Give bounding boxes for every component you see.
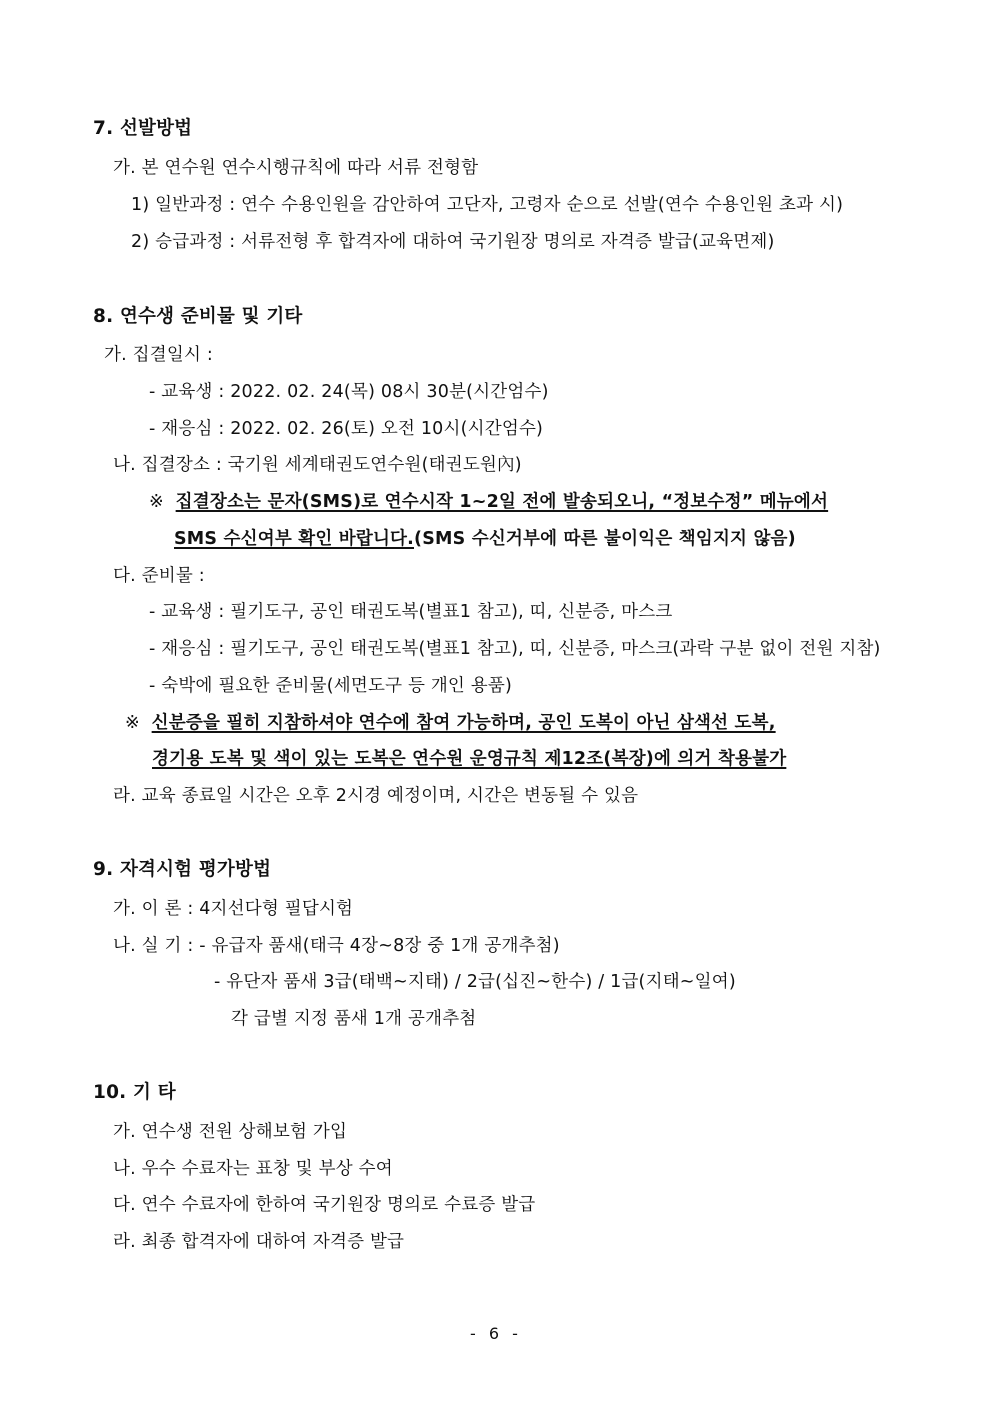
section-8-notice-3 xyxy=(125,711,776,735)
section-9-item-na3: 각 급별 지정 품새 1개 공개추첨 xyxy=(231,1009,477,1029)
section-10-item-ga: 가. 연수생 전원 상해보험 가입 xyxy=(113,1122,348,1142)
section-8-item-ga1: - 교육생 : 2022. 02. 24(목) 08시 30분(시간엄수) xyxy=(149,382,549,402)
section-7-title: 7. 선발방법 xyxy=(93,118,193,139)
section-7-item-a2: 2) 승급과정 : 서류전형 후 합격자에 대하여 국기원장 명의로 자격증 발급(교육면제) xyxy=(131,232,775,252)
notice-text: 집결장소는 문자(SMS)로 연수시작 1~2일 전에 발송되오니, “정보수정” 메뉴에서 xyxy=(175,492,829,512)
section-8-item-da2: - 재응심 : 필기도구, 공인 태권도복(별표1 참고), 띠, 신분증, 마스크(과락 구분 없이 전원 지참) xyxy=(149,639,881,659)
reference-mark: ※ xyxy=(125,713,140,733)
section-8-item-ga: 가. 집결일시 : xyxy=(104,345,213,365)
section-7-item-a: 가. 본 연수원 연수시행규칙에 따라 서류 전형함 xyxy=(113,158,479,178)
section-8-item-da: 다. 준비물 : xyxy=(113,566,205,586)
section-8-notice-1 xyxy=(149,490,828,514)
section-10-item-ra: 라. 최종 합격자에 대하여 자격증 발급 xyxy=(113,1232,405,1252)
notice-text: 신분증을 필히 지참하셔야 연수에 참여 가능하며, 공인 도복이 아닌 삼색선 도복, xyxy=(151,713,776,733)
notice-text: SMS 수신여부 확인 바랍니다. xyxy=(174,529,414,549)
reference-mark: ※ xyxy=(149,492,164,512)
section-8-item-ga2: - 재응심 : 2022. 02. 26(토) 오전 10시(시간엄수) xyxy=(149,419,544,439)
section-8-item-na: 나. 집결장소 : 국기원 세계태권도연수원(태권도원內) xyxy=(113,455,522,475)
section-9-item-na: 나. 실 기 : - 유급자 품새(태극 4장~8장 중 1개 공개추첨) xyxy=(113,936,560,956)
section-10-item-na: 나. 우수 수료자는 표창 및 부상 수여 xyxy=(113,1159,393,1179)
section-9-item-na2: - 유단자 품새 3급(태백~지태) / 2급(십진~한수) / 1급(지태~일여) xyxy=(214,972,736,992)
section-8-notice-4: 경기용 도복 및 색이 있는 도복은 연수원 운영규칙 제12조(복장)에 의거 착용불가 xyxy=(152,749,787,769)
page-number: - 6 - xyxy=(470,1324,522,1343)
section-10-item-da: 다. 연수 수료자에 한하여 국기원장 명의로 수료증 발급 xyxy=(113,1195,536,1215)
section-9-item-ga: 가. 이 론 : 4지선다형 필답시험 xyxy=(113,899,354,919)
section-8-item-da3: - 숙박에 필요한 준비물(세면도구 등 개인 용품) xyxy=(149,676,513,696)
section-10-title: 10. 기 타 xyxy=(93,1082,176,1103)
section-8-item-ra: 라. 교육 종료일 시간은 오후 2시경 예정이며, 시간은 변동될 수 있음 xyxy=(113,786,639,806)
section-8-title: 8. 연수생 준비물 및 기타 xyxy=(93,306,303,327)
section-9-title: 9. 자격시험 평가방법 xyxy=(93,859,272,880)
notice-text-suffix: (SMS 수신거부에 따른 불이익은 책임지지 않음) xyxy=(414,529,796,549)
section-8-item-da1: - 교육생 : 필기도구, 공인 태권도복(별표1 참고), 띠, 신분증, 마스크 xyxy=(149,602,673,622)
section-8-notice-2 xyxy=(174,527,796,551)
section-7-item-a1: 1) 일반과정 : 연수 수용인원을 감안하여 고단자, 고령자 순으로 선발(연수 수용인원 초과 시) xyxy=(131,195,844,215)
